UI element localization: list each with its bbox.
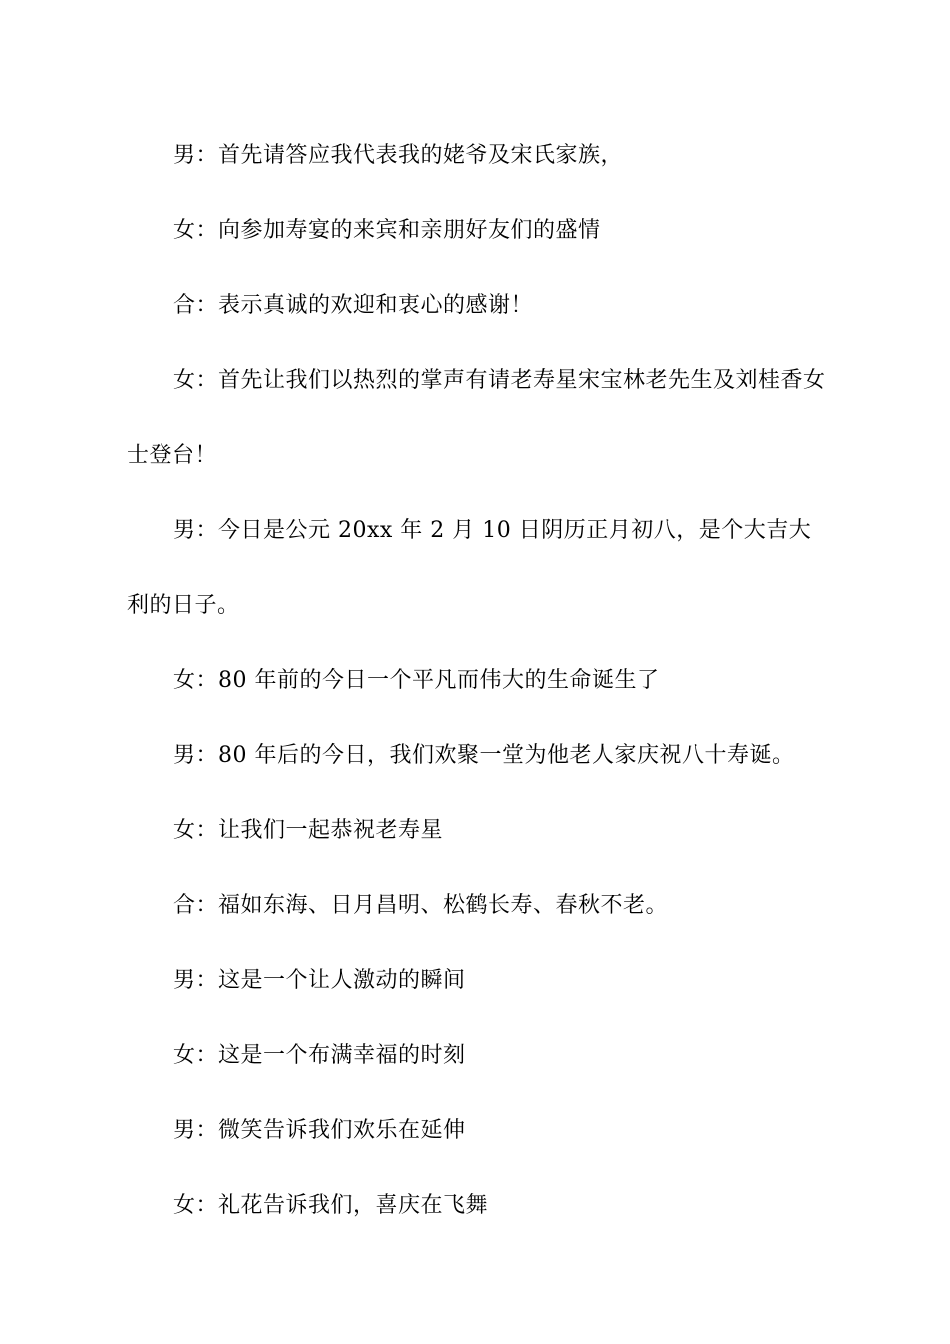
paragraph-10: 男：这是一个让人激动的瞬间 <box>173 968 466 993</box>
paragraph-6: 女：80 年前的今日一个平凡而伟大的生命诞生了 <box>173 668 660 693</box>
document-body <box>127 118 827 1243</box>
paragraph-13: 女：礼花告诉我们，喜庆在飞舞 <box>173 1193 489 1218</box>
paragraph-11: 女：这是一个布满幸福的时刻 <box>173 1043 466 1068</box>
paragraph-12: 男：微笑告诉我们欢乐在延伸 <box>173 1118 466 1143</box>
paragraph-3: 合：表示真诚的欢迎和衷心的感谢！ <box>173 293 534 318</box>
paragraph-7: 男：80 年后的今日，我们欢聚一堂为他老人家庆祝八十寿诞。 <box>173 743 795 768</box>
paragraph-9: 合：福如东海、日月昌明、松鹤长寿、春秋不老。 <box>173 893 669 918</box>
paragraph-8: 女：让我们一起恭祝老寿星 <box>173 818 444 843</box>
paragraph-2: 女：向参加寿宴的来宾和亲朋好友们的盛情 <box>173 218 601 243</box>
paragraph-4: 女：首先让我们以热烈的掌声有请老寿星宋宝林老先生及刘桂香女士登台！ <box>127 368 826 468</box>
paragraph-5: 男：今日是公元 20xx 年 2 月 10 日阴历正月初八，是个大吉大利的日子。 <box>127 518 812 618</box>
paragraph-1: 男：首先请答应我代表我的姥爷及宋氏家族， <box>173 143 624 168</box>
